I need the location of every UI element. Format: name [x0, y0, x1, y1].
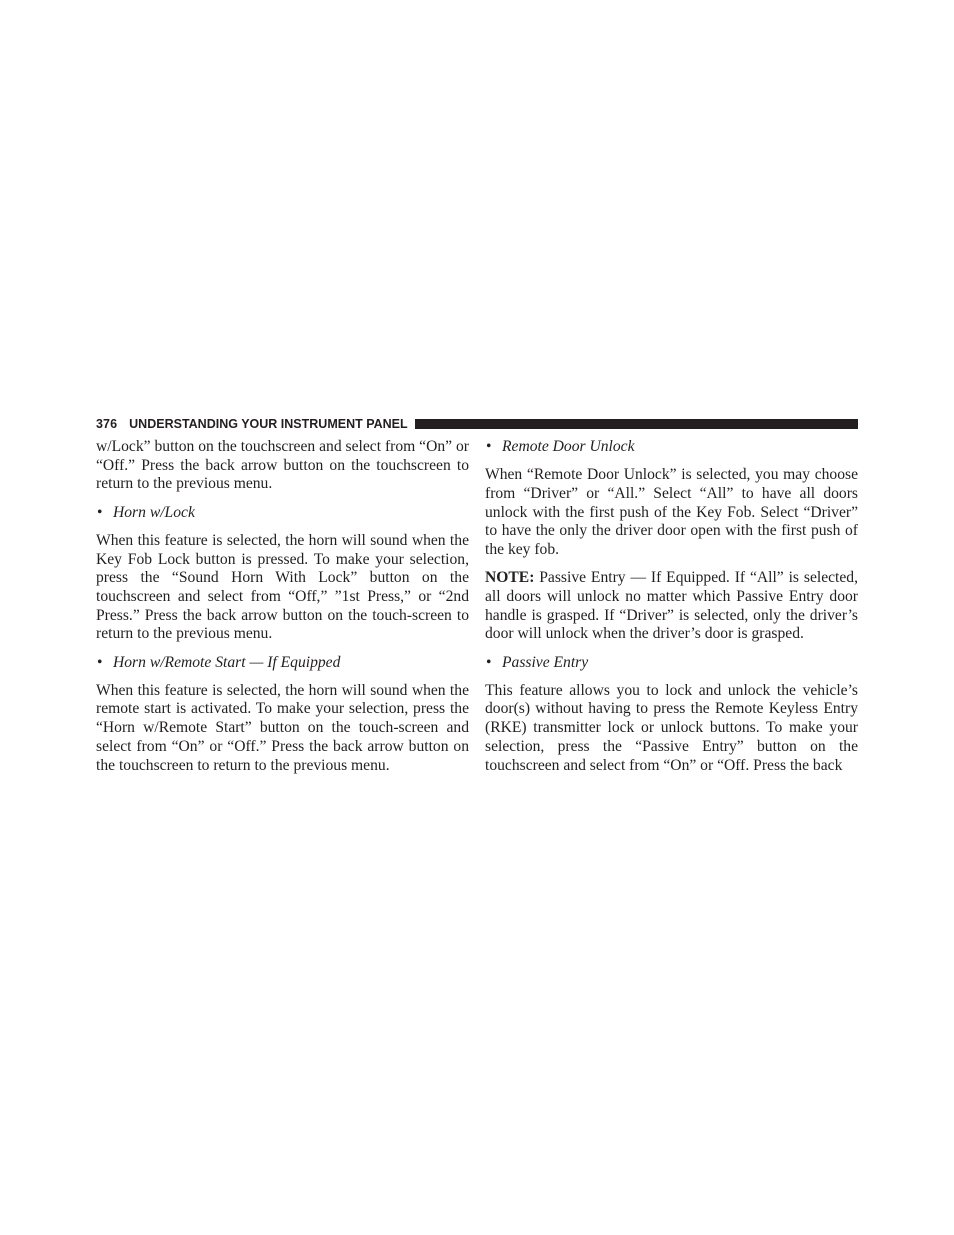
right-column: [485, 438, 858, 785]
right-paragraph-2: This feature allows you to lock and unlock the vehicle’s door(s) without having to press the Remote Keyless Entry (RKE) transmitter lock or unlock buttons. To make your selection, press the “Passive Entry” button on the touchscreen and select from “On” or “Off. Press the back: [485, 681, 858, 774]
bullet-horn-w-lock: [96, 504, 469, 523]
left-paragraph-3: When this feature is selected, the horn will sound when the remote start is activated. To make your selection, press the “Horn w/Remote Start” button on the touch-screen and select from “On” or “Off.” Press the back arrow button on the touchscreen to return to the previous menu.: [96, 681, 469, 774]
bullet-label: Horn w/Remote Start — If Equipped: [113, 653, 341, 671]
bullet-horn-w-remote-start: [96, 654, 469, 673]
right-paragraph-1: When “Remote Door Unlock” is selected, you may choose from “Driver” or “All.” Select “All” to have all doors unlock with the first push of the Key Fob. Select “Driver” to have the only the driver door open with the first push of the key fob.: [485, 466, 858, 559]
page-header: [96, 417, 858, 431]
bullet-dot: •: [97, 503, 103, 521]
note-text: Passive Entry — If Equipped. If “All” is selected, all doors will unlock no matter which Passive Entry door handle is grasped. If “Driver” is selected, only the driver’s door will unlock when the driver’s door is grasped.: [485, 569, 858, 643]
section-title: UNDERSTANDING YOUR INSTRUMENT PANEL: [129, 417, 408, 431]
page-number: 376: [96, 417, 118, 431]
bullet-label: Remote Door Unlock: [502, 438, 635, 455]
left-column: [96, 438, 469, 785]
note-label: NOTE:: [485, 569, 535, 587]
bullet-dot: •: [97, 653, 103, 671]
bullet-remote-door-unlock: [485, 438, 858, 457]
header-rule: [415, 419, 858, 429]
bullet-label: Passive Entry: [502, 653, 589, 671]
bullet-passive-entry: [485, 654, 858, 673]
bullet-label: Horn w/Lock: [113, 503, 195, 521]
left-paragraph-2: When this feature is selected, the horn will sound when the Key Fob Lock button is pressed. To make your selection, press the “Sound Horn With Lock” button on the touchscreen and select from “Off,” ”1st Press,” or “2nd Press.” Press the back arrow button on the touch-screen to return to the previous menu.: [96, 531, 469, 643]
bullet-dot: •: [486, 653, 492, 671]
left-paragraph-1: w/Lock” button on the touchscreen and select from “On” or “Off.” Press the back arrow button on the touchscreen to return to the previous menu.: [96, 438, 469, 493]
bullet-dot: •: [486, 438, 492, 455]
note-paragraph: [485, 569, 858, 644]
